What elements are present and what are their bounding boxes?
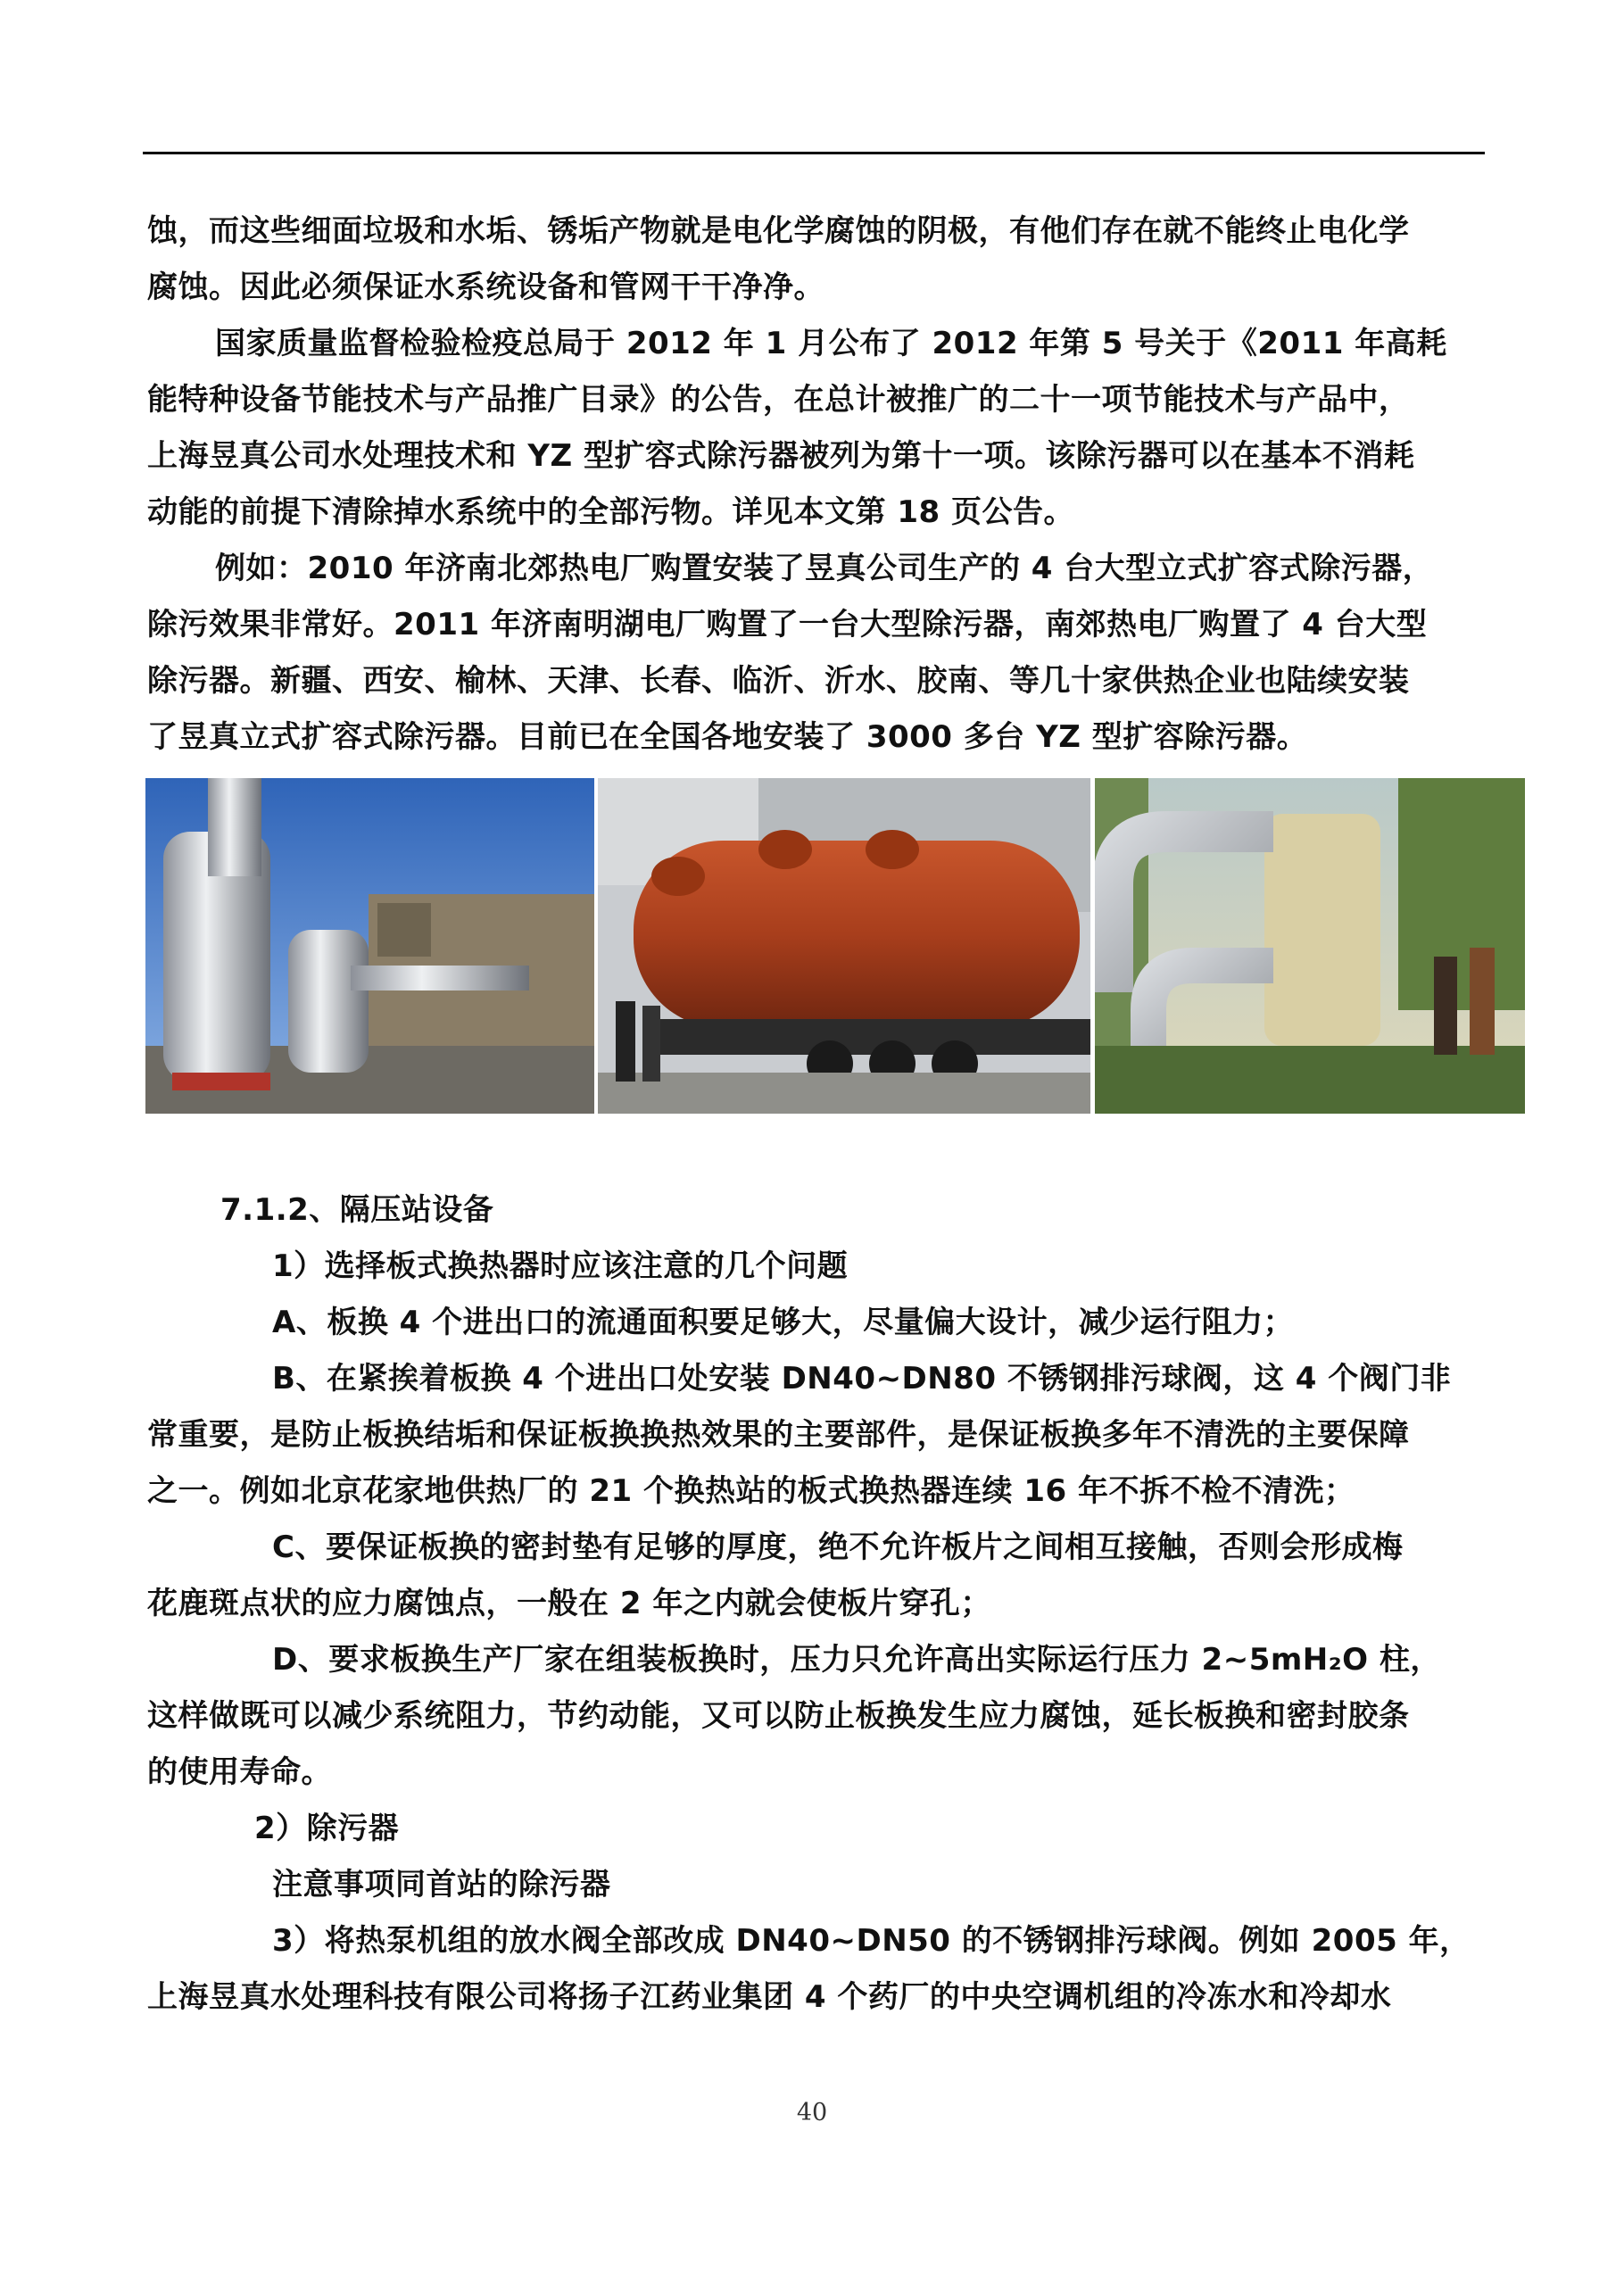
item-c-line: C、要保证板换的密封垫有足够的厚度，绝不允许板片之间相互接触，否则会形成梅 <box>272 1529 1404 1565</box>
text-line: 动能的前提下清除掉水系统中的全部污物。详见本文第 18 页公告。 <box>147 494 1074 530</box>
subheading-separator: 2）除污器 <box>254 1811 400 1846</box>
text-line: 腐蚀。因此必须保证水系统设备和管网干干净净。 <box>147 269 824 305</box>
photo-stainless-separators <box>145 778 594 1114</box>
text-line: 除污效果非常好。2011 年济南明湖电厂购置了一台大型除污器，南郊热电厂购置了 4 台大型 <box>147 607 1428 642</box>
text-line: 例如：2010 年济南北郊热电厂购置安装了昱真公司生产的 4 台大型立式扩容式除污器， <box>215 551 1434 586</box>
page-number: 40 <box>796 2099 828 2126</box>
item-d-line: 这样做既可以减少系统阻力，节约动能，又可以防止板换发生应力腐蚀，延长板换和密封胶条 <box>147 1698 1410 1734</box>
example-paragraph <box>147 541 1486 766</box>
subheading-plate-exchanger: 1）选择板式换热器时应该注意的几个问题 <box>272 1248 849 1284</box>
note-line: 注意事项同首站的除污器 <box>272 1867 611 1902</box>
photo-insulated-tank-pipes <box>1095 778 1525 1114</box>
text-line: 上海昱真公司水处理技术和 YZ 型扩容式除污器被列为第十一项。该除污器可以在基本不消耗 <box>147 438 1415 474</box>
sub3-line: 上海昱真水处理科技有限公司将扬子江药业集团 4 个药厂的中央空调机组的冷冻水和冷却水 <box>147 1979 1392 2015</box>
text-line: 国家质量监督检验检疫总局于 2012 年 1 月公布了 2012 年第 5 号关于《2011 年高耗 <box>215 326 1447 361</box>
item-b-line: 之一。例如北京花家地供热厂的 21 个换热站的板式换热器连续 16 年不拆不检不清洗； <box>147 1473 1355 1509</box>
text-line: 除污器。新疆、西安、榆林、天津、长春、临沂、沂水、胶南、等几十家供热企业也陆续安装 <box>147 663 1410 699</box>
sub3-line: 3）将热泵机组的放水阀全部改成 DN40~DN50 的不锈钢排污球阀。例如 2005 年， <box>272 1923 1471 1959</box>
text-line: 了昱真立式扩容式除污器。目前已在全国各地安装了 3000 多台 YZ 型扩容除污器。 <box>147 719 1308 755</box>
item-b-line: 常重要，是防止板换结垢和保证板换换热效果的主要部件，是保证板换多年不清洗的主要保障 <box>147 1417 1410 1453</box>
text-line: 蚀，而这些细面垃圾和水垢、锈垢产物就是电化学腐蚀的阴极，有他们存在就不能终止电化学 <box>147 213 1410 249</box>
header-rule <box>143 152 1485 154</box>
item-b-line: B、在紧挨着板换 4 个进出口处安装 DN40~DN80 不锈钢排污球阀，这 4 个阀门非 <box>272 1361 1452 1397</box>
section-content <box>147 1182 1486 2026</box>
item-d-line: 的使用寿命。 <box>147 1754 332 1790</box>
photo-red-separators-truck <box>598 778 1090 1114</box>
item-d-line: D、要求板换生产厂家在组装板换时，压力只允许高出实际运行压力 2~5mH₂O 柱， <box>272 1642 1441 1678</box>
section-heading: 7.1.2、隔压站设备 <box>220 1192 494 1228</box>
intro-paragraph <box>147 203 1486 316</box>
announcement-paragraph <box>147 316 1486 541</box>
item-a: A、板换 4 个进出口的流通面积要足够大，尽量偏大设计，减少运行阻力； <box>272 1305 1295 1340</box>
text-line: 能特种设备节能技术与产品推广目录》的公告，在总计被推广的二十一项节能技术与产品中， <box>147 382 1410 418</box>
item-c-line: 花鹿斑点状的应力腐蚀点，一般在 2 年之内就会使板片穿孔； <box>147 1586 991 1621</box>
